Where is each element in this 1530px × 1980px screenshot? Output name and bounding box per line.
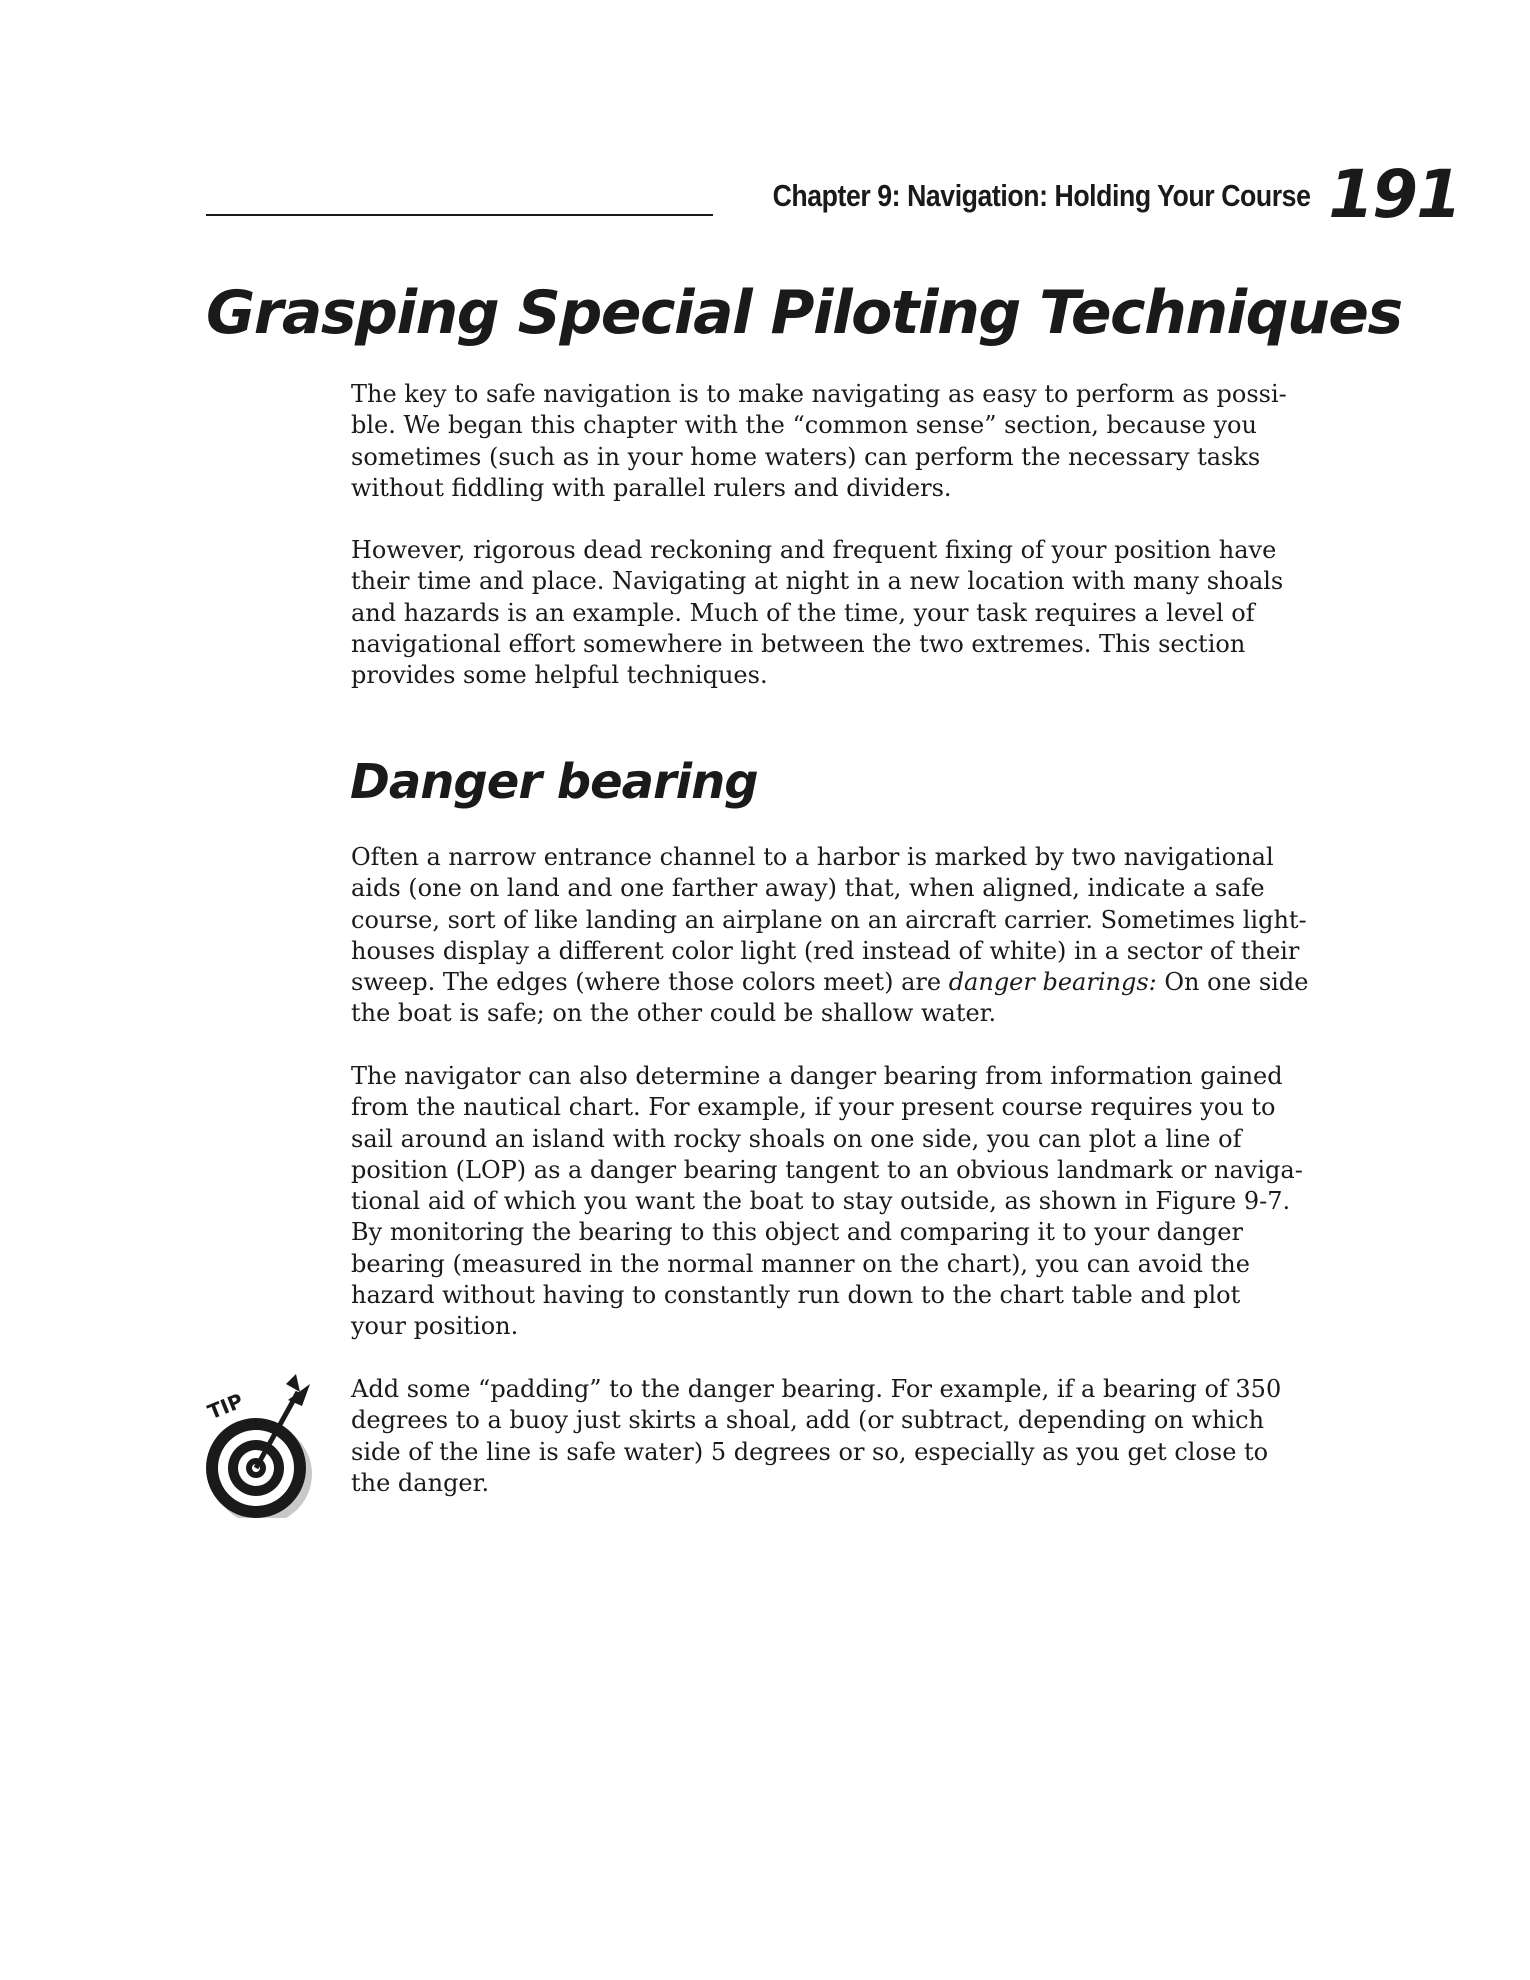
subsection-paragraph-2-text: The navigator can also determine a danger bearing from information gained from the nautical chart. For example, if your present course requires you to sail around an island with rocky shoals on one side, you can plot a line of position (LOP) as a danger bearing tangent to an obvious landmark or naviga- tional aid of which you want the boat to stay outside, as shown in Figure 9-7. By monitoring the bearing to this object and comparing it to your danger bearing (measured in the normal manner on the chart), you can avoid the hazard without having to constantly run down to the chart table and plot your position. xyxy=(351,1062,1303,1341)
section-paragraph-2 xyxy=(351,535,1311,691)
danger-bearings-term: danger bearings: xyxy=(948,968,1157,997)
tip-label: TIP xyxy=(204,1388,247,1425)
tip-icon-graphic xyxy=(200,1370,312,1518)
tip-arrow-fletching-2 xyxy=(286,1374,300,1392)
page-number: 191 xyxy=(1328,156,1460,233)
section-heading: Grasping Special Piloting Techniques xyxy=(206,278,1402,348)
tip-paragraph xyxy=(351,1374,1311,1499)
section-paragraph-2-text: However, rigorous dead reckoning and frequent fixing of your position have their time and place. Navigating at night in a new location with many shoals and hazards is an example. Much of the time, your task requires a level of navigational effort somewhere in between the two extremes. This section provides some helpful techniques. xyxy=(351,536,1284,690)
subsection-heading: Danger bearing xyxy=(350,754,758,810)
section-paragraph-1 xyxy=(351,379,1311,504)
header-rule xyxy=(206,214,713,216)
subsection-paragraph-1-text-a: Often a narrow entrance channel to a harbor is marked by two navigational aids (one on land and one farther away) that, when aligned, indicate a safe course, sort of like landing an airplane on an aircraft carrier. Sometimes light- houses display a different color light (red instead of white) in a sector of their sweep. The edges (where those colors meet) are xyxy=(351,843,1307,997)
subsection-paragraph-2 xyxy=(351,1061,1311,1343)
running-header-chapter-title: Chapter 9: Navigation: Holding Your Course xyxy=(772,178,1310,213)
section-paragraph-1-text: The key to safe navigation is to make navigating as easy to perform as possi- ble. We began this chapter with the “common sense” section, because you sometimes (such as in your home waters) can perform the necessary tasks without fiddling with parallel rulers and dividers. xyxy=(351,380,1287,502)
subsection-paragraph-1-text-b: On one side the boat is safe; on the other could be shallow water. xyxy=(351,968,1309,1028)
subsection-paragraph-1 xyxy=(351,842,1311,1030)
target-arrow-icon xyxy=(200,1370,312,1518)
tip-paragraph-text: Add some “padding” to the danger bearing. For example, if a bearing of 350 degrees to a buoy just skirts a shoal, add (or subtract, depending on which side of the line is safe water) 5 degrees or so, especially as you get close to the danger. xyxy=(351,1375,1282,1497)
